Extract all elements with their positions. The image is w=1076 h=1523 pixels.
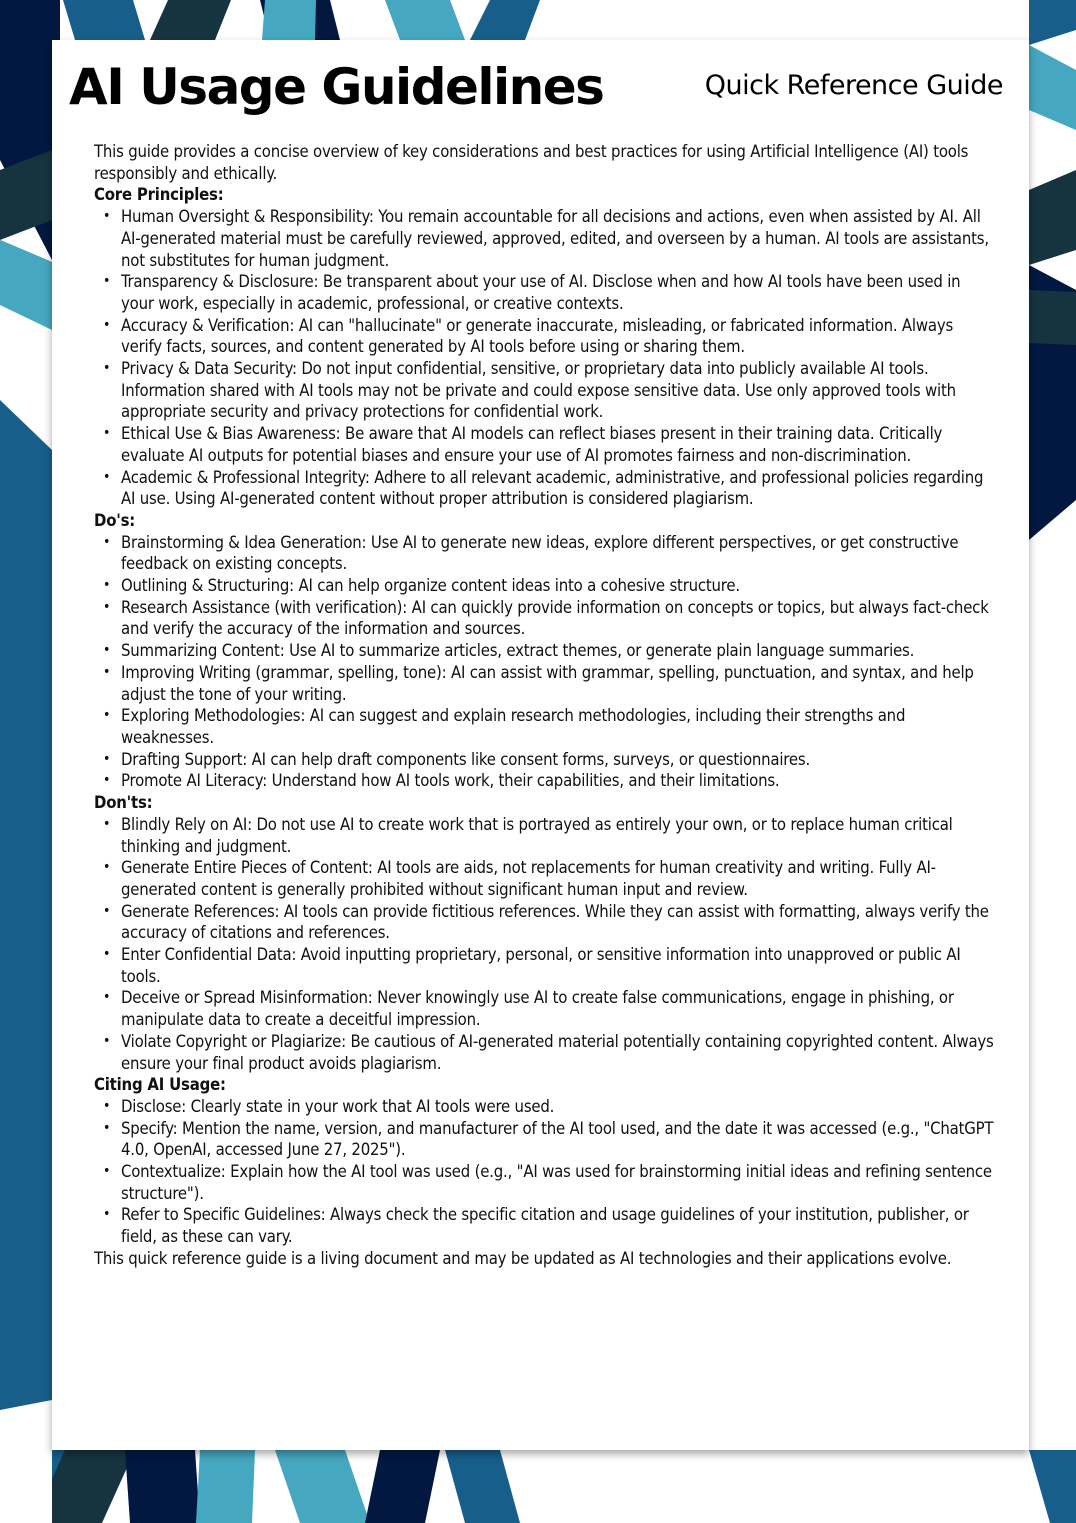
bullet-icon: • (103, 750, 111, 767)
stripe (1029, 290, 1076, 345)
list-item-text: Improving Writing (grammar, spelling, tone): AI can assist with grammar, spelling, punctuation, and syntax, and help adjust the tone of your writing. (121, 662, 974, 704)
list-item-text: Deceive or Spread Misinformation: Never knowingly use AI to create false communications, engage in phishing, or manipulate data to create a deceitful impression. (121, 988, 954, 1030)
list-item-text: Disclose: Clearly state in your work that AI tools were used. (121, 1096, 555, 1116)
stripe (1029, 1450, 1076, 1523)
list-item (103, 1118, 994, 1161)
section-heading: Citing AI Usage: (94, 1075, 226, 1095)
stripe (470, 0, 540, 40)
list-item-text: Summarizing Content: Use AI to summarize articles, extract themes, or generate plain language summaries. (121, 641, 915, 661)
list-item-text: Outlining & Structuring: AI can help organize content ideas into a cohesive structure. (121, 576, 740, 596)
list-item-text: Enter Confidential Data: Avoid inputting proprietary, personal, or sensitive information into unapproved or public AI tools. (121, 945, 961, 986)
bullet-icon: • (103, 360, 111, 377)
bullet-icon: • (103, 1206, 111, 1223)
list-item (103, 1161, 994, 1204)
list-item (103, 1204, 994, 1247)
list-item (103, 857, 994, 900)
stripe (63, 0, 145, 40)
list-item (103, 640, 994, 662)
list-item-text: Brainstorming & Idea Generation: Use AI to generate new ideas, explore different perspectives, or get constructive feedback on existing concepts. (121, 532, 959, 574)
guide-card (52, 40, 1029, 1450)
list-item (103, 1031, 994, 1074)
list-item-text: Generate References: AI tools can provide fictitious references. While they can assist with formatting, always verify the accuracy of citations and references. (121, 901, 989, 943)
list-item (103, 901, 994, 944)
list-item-text: Contextualize: Explain how the AI tool was used (e.g., "AI was used for brainstorming initial ideas and refining sentence structure"). (121, 1162, 992, 1203)
list-item (103, 358, 994, 423)
section-citing-ai-usage (94, 1074, 994, 1248)
bullet-icon: • (103, 208, 111, 225)
list-item-text: Specify: Mention the name, version, and manufacturer of the AI tool used, and the date it was accessed (e.g., "ChatGPT 4.0, OpenAI, accessed June 27, 2025"). (121, 1118, 994, 1160)
list-item (103, 814, 994, 857)
bullet-icon: • (103, 273, 111, 290)
list-item-text: Refer to Specific Guidelines: Always check the specific citation and usage guidelines of your institution, publisher, or field, as these can vary. (121, 1205, 969, 1247)
list-item-text: Generate Entire Pieces of Content: AI tools are aids, not replacements for human creativity and writing. Fully AI-generated content is generally prohibited without significant human input and review. (121, 858, 936, 899)
list-item (103, 423, 994, 466)
stripe (0, 1450, 52, 1523)
bullet-icon: • (103, 1097, 111, 1114)
stripe (365, 1450, 440, 1523)
bullet-icon: • (103, 468, 111, 485)
closing-paragraph: This quick reference guide is a living document and may be updated as AI technologies and their applications evolve. (94, 1248, 952, 1268)
bullet-icon: • (103, 642, 111, 659)
list-item-text: Ethical Use & Bias Awareness: Be aware that AI models can reflect biases present in their training data. Critically evaluate AI outputs for potential biases and ensure your use of AI promotes fairness and non-discrimination. (121, 424, 943, 465)
list-item (103, 575, 994, 597)
bullet-icon: • (103, 1163, 111, 1180)
bullet-icon: • (103, 989, 111, 1006)
list-item-text: Human Oversight & Responsibility: You remain accountable for all decisions and actions, even when assisted by AI. All AI-generated material must be carefully reviewed, approved, edited, and overseen by a human. AI tools are assistants, not substitutes for human judgment. (121, 207, 989, 270)
list-item (103, 944, 994, 987)
bullet-icon: • (103, 815, 111, 832)
section-don-ts (94, 792, 994, 1074)
stripe (1029, 170, 1076, 265)
bullet-list (94, 1096, 994, 1248)
bullet-icon: • (103, 707, 111, 724)
list-item-text: Transparency & Disclosure: Be transparent about your use of AI. Disclose when and how AI tools have been used in your work, especially in academic, professional, or creative contexts. (121, 272, 961, 313)
bullet-icon: • (103, 946, 111, 963)
list-item (103, 315, 994, 358)
bullet-icon: • (103, 316, 111, 333)
list-item-text: Accuracy & Verification: AI can "hallucinate" or generate inaccurate, misleading, or fabricated information. Always verify facts, sources, and content generated by AI tools before using or sharing them. (121, 315, 954, 357)
bullet-list (94, 532, 994, 792)
stripe (262, 0, 316, 40)
bullet-icon: • (103, 533, 111, 550)
bullet-list (94, 814, 994, 1074)
page-subtitle: Quick Reference Guide (704, 70, 1003, 101)
stripe (316, 0, 340, 40)
list-item (103, 1096, 994, 1118)
list-item-text: Drafting Support: AI can help draft components like consent forms, surveys, or questionnaires. (121, 749, 810, 769)
bullet-icon: • (103, 1119, 111, 1136)
stripe (1029, 45, 1076, 130)
bullet-icon: • (103, 598, 111, 615)
stripe (150, 0, 231, 40)
bullet-icon: • (103, 663, 111, 680)
bullet-icon: • (103, 1032, 111, 1049)
bullet-icon: • (103, 902, 111, 919)
bullet-icon: • (103, 859, 111, 876)
bullet-icon: • (103, 425, 111, 442)
stripe (196, 1450, 255, 1523)
list-item (103, 597, 994, 640)
bullet-list (94, 206, 994, 510)
list-item (103, 749, 994, 771)
page-title: AI Usage Guidelines (69, 58, 604, 116)
list-item (103, 206, 994, 271)
stripe (445, 1450, 520, 1523)
sections (94, 184, 994, 1247)
section-heading: Do's: (94, 510, 136, 530)
list-item (103, 662, 994, 705)
section-heading: Core Principles: (94, 185, 224, 205)
list-item (103, 770, 994, 792)
stripe (125, 1450, 200, 1523)
list-item (103, 987, 994, 1030)
list-item-text: Academic & Professional Integrity: Adhere to all relevant academic, administrative, and professional policies regarding AI use. Using AI-generated content without proper attribution is considered plagiarism. (121, 467, 984, 509)
stripe (385, 0, 465, 40)
list-item-text: Privacy & Data Security: Do not input confidential, sensitive, or proprietary data into publicly available AI tools. Information shared with AI tools may not be private and could expose sensitive data. Use only approved tools with appropriate security and privacy protections for confidential work. (121, 359, 956, 422)
list-item-text: Promote AI Literacy: Understand how AI tools work, their capabilities, and their limitations. (121, 771, 780, 791)
stripe (275, 1450, 370, 1523)
list-item-text: Violate Copyright or Plagiarize: Be cautious of AI-generated material potentially containing copyrighted content. Always ensure your final product avoids plagiarism. (121, 1031, 994, 1073)
list-item-text: Blindly Rely on AI: Do not use AI to create work that is portrayed as entirely your own, or to replace human critical thinking and judgment. (121, 814, 953, 856)
list-item (103, 467, 994, 510)
stripe (1029, 0, 1076, 45)
bullet-icon: • (103, 772, 111, 789)
guide-content (94, 141, 994, 1270)
intro-paragraph: This guide provides a concise overview of key considerations and best practices for using Artificial Intelligence (AI) tools responsibly and ethically. (94, 142, 969, 183)
list-item-text: Exploring Methodologies: AI can suggest and explain research methodologies, including their strengths and weaknesses. (121, 706, 906, 747)
section-heading: Don'ts: (94, 793, 153, 813)
bullet-icon: • (103, 577, 111, 594)
section-do-s (94, 510, 994, 792)
list-item-text: Research Assistance (with verification): AI can quickly provide information on concepts or topics, but always fact-check and verify the accuracy of the information and sources. (121, 597, 989, 639)
list-item (103, 532, 994, 575)
list-item (103, 705, 994, 748)
list-item (103, 271, 994, 314)
stripe (0, 240, 52, 330)
stripe (0, 400, 52, 1410)
section-core-principles (94, 184, 994, 510)
